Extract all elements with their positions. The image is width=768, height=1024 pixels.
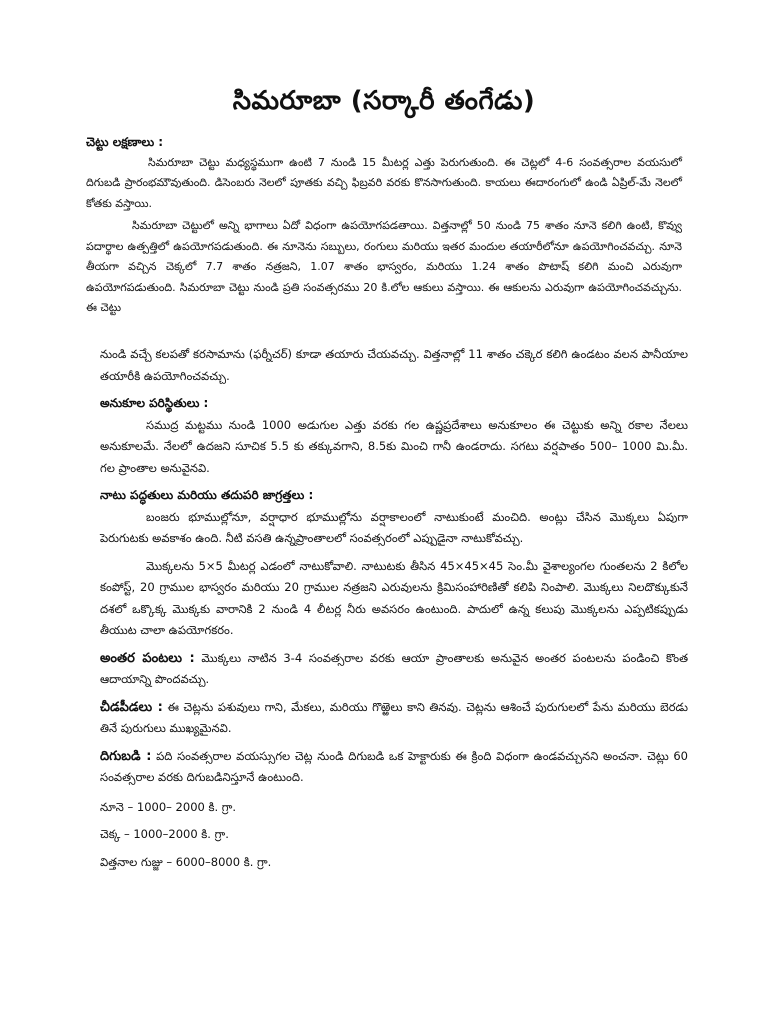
heading-characteristics: చెట్టు లక్షణాలు : — [86, 135, 164, 149]
text-yield: పది సంవత్సరాల వయస్సుగల చెట్ల నుండి దిగుబడి ఒక హెక్టారుకు ఈ క్రింది విధంగా ఉండవచ్చునని అంచనా. చెట్లు 60 సంవత్సరాల వరకు దిగుబడినిస్తూనే ఉంటుంది. — [100, 748, 688, 784]
yield-oil: నూనె – 1000– 2000 కి. గ్రా. — [100, 799, 237, 814]
paragraph-planting-2: మొక్కలను 5×5 మీటర్ల ఎడంలో నాటుకోవాలి. నాటుటకు తీసిన 45×45×45 సెం.మీ వైశాల్యంగల గుంతలను 2 కిలోల కంపోస్ట్, 20 గ్రాముల భాస్వరం మరియు 20 గ్రాముల నత్రజని ఎరువులను క్రిమిసంహారిణితో కలిపి నింపాలి. మొక్కలు నిలదొక్కుకునే దశలో ఒక్కొక్క మొక్కకు వారానికి 2 నుండి 4 లీటర్ల నీరు అవసరం ఉంటుంది. పాదులో ఉన్న కలుపు మొక్కలను ఎప్పటికప్పుడు తీయుట చాలా ఉపయోగకరం. — [100, 558, 688, 637]
section-continuation — [100, 344, 688, 873]
text-pests: ఈ చెట్లను పశువులు గాని, మేకలు, మరియు గొఱ్ఱెలు కాని తినవు. చెట్లను ఆశించే పురుగులలో పేను మరియు బెరడు తినే పురుగులు ముఖ్యమైనవి. — [100, 699, 688, 735]
label-intercrop: అంతర పంటలు : — [100, 650, 195, 666]
heading-planting: నాటు పద్ధతులు మరియు తదుపరి జాగ్రత్తలు : — [100, 488, 314, 502]
document-title: సిమరూబా (సర్కారీ తంగేడు) — [232, 86, 536, 116]
paragraph-characteristics-1: సిమరూబా చెట్టు మధ్యస్థముగా ఉంటి 7 నుండి 15 మీటర్ల ఎత్తు పెరుగుతుంది. ఈ చెట్లలో 4-6 సంవత్సరాల వయసులో దిగుబడి ప్రారంభమౌవుతుంది. డిసెంబరు నెలలో పూతకు వచ్చి ఫిబ్రవరి వరకు కొనసాగుతుంది. కాయలు ఈదారంగులో ఉండి ఏప్రిల్-మే నెలలో కోతకు వస్తాయి. — [86, 155, 682, 210]
text-intercrop: మొక్కలు నాటిన 3-4 సంవత్సరాల వరకు ఆయా ప్రాంతాలకు అనువైన అంతర పంటలను పండించి కొంత ఆదాయాన్ని పొందవచ్చు. — [100, 650, 689, 686]
paragraph-conditions: సముద్ర మట్టము నుండి 1000 అడుగుల ఎత్తు వరకు గల ఉష్ణప్రదేశాలు అనుకూలం ఈ చెట్టుకు అన్ని రకాల నేలలు అనుకూలమే. నేలలో ఉదజని సూచిక 5.5 కు తక్కువగాని, 8.5కు మించి గానీ ఉండరాదు. సగటు వర్షపాతం 500– 1000 మి.మీ. గల ప్రాంతాల అనువైనవి. — [100, 417, 688, 475]
paragraph-yield — [100, 746, 688, 789]
label-yield: దిగుబడి : — [100, 748, 152, 764]
yield-cake: చెక్క – 1000–2000 కి. గ్రా. — [100, 827, 229, 841]
paragraph-timber-uses: నుండి వచ్చే కలపతో కరసామాను (ఫర్నీచర్) కూడా తయారు చేయవచ్చు. విత్తనాల్లో 11 శాతం చక్కెర కలిగి ఉండటం వలన పానీయాల తయారీకి ఉపయోగించవచ్చు. — [100, 347, 688, 383]
heading-conditions: అనుకూల పరిస్థితులు : — [100, 396, 209, 410]
paragraph-characteristics-2: సిమరూబా చెట్టులో అన్ని భాగాలు ఏదో విధంగా ఉపయోగపడతాయి. విత్తనాల్లో 50 నుండి 75 శాతం నూనె కలిగి ఉంటి, కొవ్వు పదార్థాల ఉత్పత్తిలో ఉపయోగపడుతుంది. ఈ నూనెను సబ్బులు, రంగులు మరియు ఇతర మందుల తయారీలోనూ ఉపయోగించవచ్చు. నూనె తీయగా వచ్చిన చెక్కలో 7.7 శాతం నత్రజని, 1.07 శాతం భాస్వరం, మరియు 1.24 శాతం పొటాష్ కలిగి మంచి ఎరువుగా ఉపయోగపడుతుంది. సిమరూబా చెట్టు నుండి ప్రతి సంవత్సరము 20 కి.లోల ఆకులు వస్తాయి. ఈ ఆకులను ఎరువుగా ఉపయోగించవచ్చును. ఈ చెట్టు — [86, 219, 682, 314]
yield-seed-pulp: విత్తనాల గుజ్జు – 6000–8000 కి. గ్రా. — [100, 854, 272, 869]
paragraph-planting-1: బంజరు భూముల్లోనూ, వర్షాధార భూముల్లోను వర్షాకాలంలో నాటుకుంటే మంచిది. అంట్లు చేసిన మొక్కలు ఏపుగా పెరుగుటకు అవకాశం ఉంది. నీటి వసతి ఉన్నప్రాంతాలలో సంవత్సరంలో ఎప్పుడైనా నాటుకోవచ్చు. — [100, 509, 688, 545]
label-pests: చీడపీడలు : — [100, 699, 163, 715]
section-characteristics — [86, 132, 682, 319]
paragraph-intercrop — [100, 648, 688, 691]
paragraph-pests — [100, 697, 688, 740]
